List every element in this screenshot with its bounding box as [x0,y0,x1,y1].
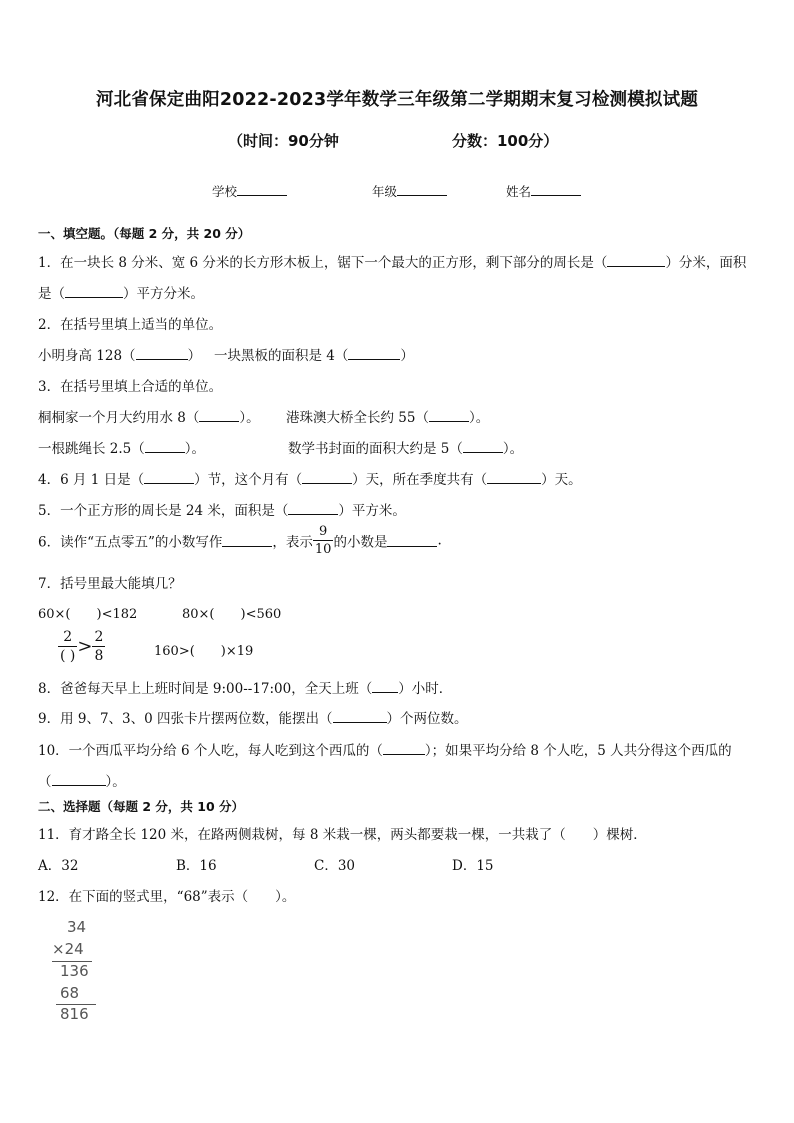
question-12: 12．在下面的竖式里，“68”表示（ ）。 [38,889,296,905]
name-field[interactable] [506,182,581,200]
q11-option-d[interactable]: D．15 [452,858,494,874]
q10-answer-blank2[interactable] [52,773,106,786]
question-11: 11．育才路全长 120 米，在路两侧栽树，每 8 米栽一棵，两头都要栽一棵，一共栽了（ ）棵树． [38,827,647,843]
question-7b: 80×( )<560 [182,607,282,622]
question-8: 8．爸爸每天早上上班时间是 9:00--17:00，全天上班（ ）小时． [38,681,453,697]
q11-option-a[interactable]: A．32 [38,858,79,874]
q2a-answer-blank[interactable] [136,347,188,360]
question-7d: 160>( )×19 [154,644,254,659]
q1-answer-blank2[interactable] [65,285,123,298]
q11-option-b[interactable]: B．16 [176,858,217,874]
grade-blank[interactable] [397,183,447,196]
q6-answer-blank1[interactable] [222,534,272,547]
calc-multiplicand: 34 [67,918,87,936]
question-3-stem: 3．在括号里填上合适的单位。 [38,379,223,395]
question-7a: 60×( )<182 [38,607,138,622]
q9-answer-blank[interactable] [333,710,387,723]
exam-time: （时间：90分钟 [228,132,339,150]
question-2b: 一块黑板的面积是 4（ ） [214,348,414,364]
question-2a: 小明身高 128（ ） [38,348,202,364]
question-10-line2: （ ）。 [38,774,126,790]
question-9: 9．用 9、7、3、0 四张卡片摆两位数，能摆出（ ）个两位数。 [38,711,468,727]
section1-heading: 一、填空题。（每题 2 分，共 20 分） [38,226,251,241]
q4-answer-blank3[interactable] [487,471,541,484]
page-title: 河北省保定曲阳2022-2023学年数学三年级第二学期期末复习检测模拟试题 [95,90,699,110]
question-10-line1: 10．一个西瓜平均分给 6 个人吃，每人吃到这个西瓜的（ ）；如果平均分给 8 个人吃，5 人共分得这个西瓜的 [38,743,732,759]
q8-answer-blank[interactable] [372,680,398,693]
calc-partial-2: 68 [60,984,80,1002]
q3c-answer-blank[interactable] [145,440,185,453]
question-3a: 桐桐家一个月大约用水 8（ ）。 [38,410,260,426]
q7c-fraction-right: $\frac{2}{8}$ [94,629,104,664]
school-blank[interactable] [237,183,287,196]
q11-option-c[interactable]: C．30 [314,858,356,874]
grade-field[interactable] [372,182,447,200]
school-field[interactable] [212,182,287,200]
grade-label: 年级 [372,184,398,199]
calc-partial-1: 136 [60,962,89,980]
q3d-answer-blank[interactable] [463,440,503,453]
exam-score: 分数：100分） [452,132,559,150]
school-label: 学校 [212,184,238,199]
question-1-line2: 是（ ）平方分米。 [38,286,204,302]
question-1-line1: 1．在一块长 8 分米、宽 6 分米的长方形木板上，锯下一个最大的正方形，剩下部分的周长是（ ）分米，面积 [38,255,747,271]
question-7c: $\frac{2}{( )}$ > $\frac{2}{8}$ [60,629,104,664]
q7c-fraction-left: $\frac{2}{( )}$ [60,629,76,664]
calc-product: 816 [60,1005,89,1023]
q5-answer-blank[interactable] [288,502,338,515]
calc-multiplier: ×24 [52,940,84,958]
question-3d: 数学书封面的面积大约是 5（ ）。 [288,441,524,457]
question-5: 5．一个正方形的周长是 24 米，面积是（ ）平方米。 [38,503,406,519]
question-2-stem: 2．在括号里填上适当的单位。 [38,317,223,333]
q4-answer-blank1[interactable] [144,471,194,484]
question-3c: 一根跳绳长 2.5（ ）。 [38,441,206,457]
q2b-answer-blank[interactable] [348,347,400,360]
question-6: 6．读作“五点零五”的小数写作 ，表示 $\frac{9}{10}$ 的小数是 . [38,524,442,557]
q6-answer-blank2[interactable] [387,534,437,547]
q3a-answer-blank[interactable] [199,409,239,422]
name-label: 姓名 [506,184,532,199]
q10-answer-blank1[interactable] [383,742,425,755]
question-7-stem: 7．括号里最大能填几？ [38,576,182,592]
section2-heading: 二、选择题（每题 2 分，共 10 分） [38,799,245,814]
q6-fraction: $\frac{9}{10}$ [314,524,332,557]
q4-answer-blank2[interactable] [302,471,352,484]
question-4: 4．6 月 1 日是（ ）节，这个月有（ ）天，所在季度共有（ ）天。 [38,472,582,488]
question-3b: 港珠澳大桥全长约 55（ ）。 [286,410,490,426]
q1-answer-blank1[interactable] [607,254,665,267]
name-blank[interactable] [531,183,581,196]
q3b-answer-blank[interactable] [429,409,469,422]
